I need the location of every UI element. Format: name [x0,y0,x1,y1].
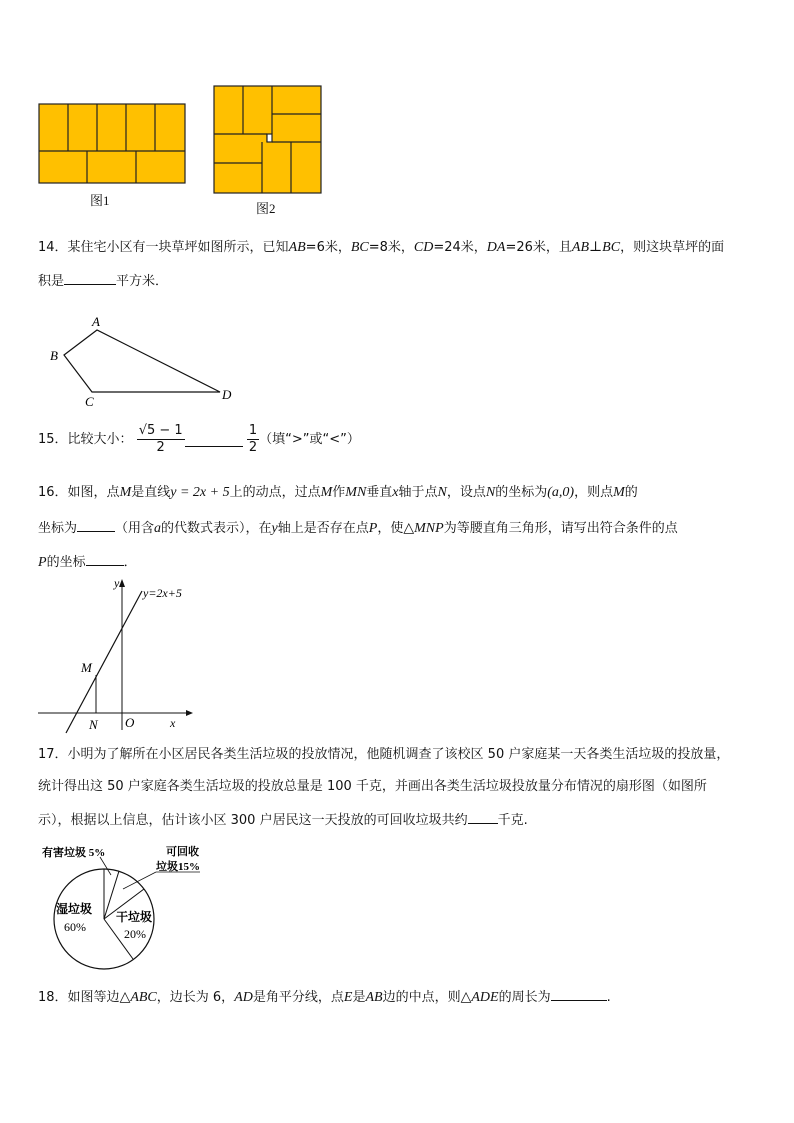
question-14-line-1: 14．某住宅小区有一块草坪如图所示，已知AB=6米，BC=8米，CD=24米，DA=26米，且AB⊥BC，则这块草坪的面 [38,240,725,255]
recyclable-label-2: 垃圾15% [156,861,200,873]
question-17-line-3: 示），根据以上信息，估计该小区 300 户居民这一天投放的可回收垃圾共约 千克. [38,809,528,831]
question-16-line-3: P的坐标 ． [38,551,137,573]
figure-1-caption: 图1 [90,193,110,208]
vertex-label-c: C [85,394,94,409]
question-number: 15． [38,432,68,447]
point-m-label: M [81,660,92,675]
coordinate-graph [36,575,196,735]
vertex-label-d: D [222,387,232,402]
answer-blank[interactable] [185,432,243,447]
origin-label: O [125,715,135,730]
dry-label-2: 20% [124,927,146,941]
harmful-label: 有害垃圾 5% [42,847,106,859]
question-14-line-2: 积是 平方米． [38,270,168,292]
question-15: 15．比较大小： $\frac{√5 - 1}{2}$ $\frac{1}{2}$ （填“>”或“<”） [38,423,360,455]
question-number: 18． [38,990,68,1005]
garbage-pie-chart [38,843,218,973]
figure-1-tiles [38,103,188,185]
answer-blank[interactable] [86,551,124,566]
dry-label-1: 干垃圾 [116,910,153,924]
x-axis-label: x [170,716,176,730]
question-17-line-2: 统计得出这 50 户家庭各类生活垃圾的投放总量是 100 千克，并画出各类生活垃圾投放量分布情况的扇形图（如图所 [38,779,707,794]
fraction-one-half: $\frac{1}{2}$ [248,423,258,455]
answer-blank[interactable] [64,270,116,285]
line-equation-label: y=2x+5 [143,586,182,600]
question-17-line-1: 17．小明为了解所在小区居民各类生活垃圾的投放情况，他随机调查了该校区 50 户家庭某一天各类生活垃圾的投放量， [38,747,730,762]
wet-label-1: 湿垃圾 [56,902,93,916]
answer-blank[interactable] [551,986,607,1001]
fraction-sqrt5-minus-1-over-2: $\frac{√5 - 1}{2}$ [138,423,183,455]
wet-label-2: 60% [64,920,86,934]
y-axis-label: y [114,576,120,590]
recyclable-label-1: 可回收 [166,846,199,858]
question-16-line-2: 坐标为 （用含a的代数式表示），在y轴上是否存在点P，使△MNP为等腰直角三角形，请写出符合条件的点 [38,517,678,539]
question-number: 14． [38,240,68,255]
answer-blank[interactable] [468,809,498,824]
point-n-label: N [89,717,98,732]
quadrilateral-figure [40,310,240,410]
vertex-label-a: A [92,314,100,329]
question-16-line-1: 16．如图，点M是直线y = 2x + 5上的动点，过点M作MN垂直x轴于点N，设点N的坐标为(a,0)，则点M的 [38,485,638,500]
question-number: 16． [38,485,68,500]
vertex-label-b: B [50,348,58,363]
figure-2-tiles [213,85,323,195]
figure-2-caption: 图2 [256,201,276,216]
answer-blank[interactable] [77,517,115,532]
question-18: 18．如图等边△ABC，边长为 6，AD是角平分线，点E是AB边的中点，则△ADE的周长为 . [38,986,611,1008]
question-number: 17． [38,747,68,762]
